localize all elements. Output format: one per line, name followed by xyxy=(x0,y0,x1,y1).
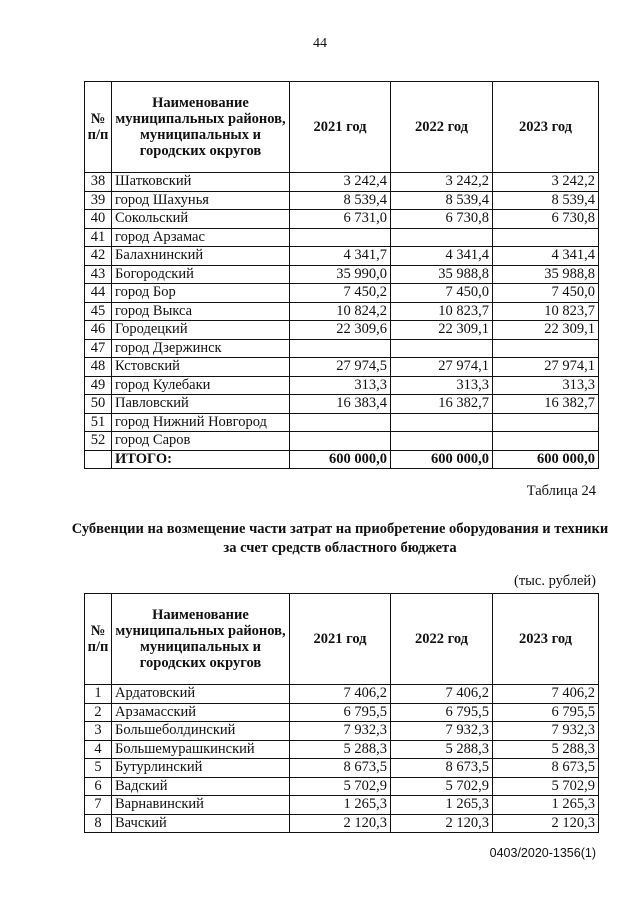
value-2021 xyxy=(290,432,391,451)
value-2023: 1 265,3 xyxy=(493,796,599,815)
table-row xyxy=(85,210,599,229)
row-number: 45 xyxy=(85,302,112,321)
value-2023: 7 450,0 xyxy=(493,284,599,303)
header-2023: 2023 год xyxy=(493,594,599,685)
value-2023: 4 341,4 xyxy=(493,247,599,266)
row-name: Балахнинский xyxy=(112,247,290,266)
value-2021 xyxy=(290,413,391,432)
value-2022: 7 406,2 xyxy=(391,685,493,704)
value-2023 xyxy=(493,228,599,247)
value-2023: 6 795,5 xyxy=(493,703,599,722)
value-2021: 6 731,0 xyxy=(290,210,391,229)
table-row xyxy=(85,376,599,395)
row-name: Варнавинский xyxy=(112,796,290,815)
row-number: 43 xyxy=(85,265,112,284)
value-2022: 10 823,7 xyxy=(391,302,493,321)
row-name: город Дзержинск xyxy=(112,339,290,358)
row-number: 1 xyxy=(85,685,112,704)
value-2023: 10 823,7 xyxy=(493,302,599,321)
total-row xyxy=(85,450,599,469)
value-2022 xyxy=(391,413,493,432)
row-name: город Нижний Новгород xyxy=(112,413,290,432)
row-name: Сокольский xyxy=(112,210,290,229)
table-row xyxy=(85,432,599,451)
row-name: город Кулебаки xyxy=(112,376,290,395)
row-name: город Шахунья xyxy=(112,191,290,210)
value-2022 xyxy=(391,339,493,358)
value-2021: 16 383,4 xyxy=(290,395,391,414)
row-number: 51 xyxy=(85,413,112,432)
page-number: 44 xyxy=(313,36,327,51)
table-row xyxy=(85,703,599,722)
value-2022: 4 341,4 xyxy=(391,247,493,266)
row-number: 42 xyxy=(85,247,112,266)
value-2022: 8 539,4 xyxy=(391,191,493,210)
row-number: 4 xyxy=(85,740,112,759)
header-name: Наименование муниципальных районов, муниципальных и городских округов xyxy=(112,82,290,173)
value-2021 xyxy=(290,228,391,247)
row-number: 50 xyxy=(85,395,112,414)
row-name: Вачский xyxy=(112,814,290,833)
table-a-body xyxy=(85,173,599,469)
value-2023 xyxy=(493,339,599,358)
value-2022: 22 309,1 xyxy=(391,321,493,340)
row-name: Павловский xyxy=(112,395,290,414)
value-2022: 27 974,1 xyxy=(391,358,493,377)
value-2021: 3 242,4 xyxy=(290,173,391,192)
row-number: 5 xyxy=(85,759,112,778)
row-name: город Бор xyxy=(112,284,290,303)
row-name: город Саров xyxy=(112,432,290,451)
value-2022: 8 673,5 xyxy=(391,759,493,778)
value-2023: 5 288,3 xyxy=(493,740,599,759)
value-2023: 2 120,3 xyxy=(493,814,599,833)
value-2023: 27 974,1 xyxy=(493,358,599,377)
value-2021: 4 341,7 xyxy=(290,247,391,266)
value-2023: 3 242,2 xyxy=(493,173,599,192)
table-row xyxy=(85,796,599,815)
row-name: город Выкса xyxy=(112,302,290,321)
table-row xyxy=(85,247,599,266)
value-2022 xyxy=(391,228,493,247)
table-row xyxy=(85,321,599,340)
row-name: Большемурашкинский xyxy=(112,740,290,759)
value-2022: 6 795,5 xyxy=(391,703,493,722)
value-2023: 22 309,1 xyxy=(493,321,599,340)
value-2021: 5 702,9 xyxy=(290,777,391,796)
table-row xyxy=(85,777,599,796)
row-name: Вадский xyxy=(112,777,290,796)
row-number: 39 xyxy=(85,191,112,210)
row-number: 52 xyxy=(85,432,112,451)
value-2022: 6 730,8 xyxy=(391,210,493,229)
table-row xyxy=(85,191,599,210)
value-2023: 7 406,2 xyxy=(493,685,599,704)
value-2022: 3 242,2 xyxy=(391,173,493,192)
row-name: Городецкий xyxy=(112,321,290,340)
value-2021: 7 932,3 xyxy=(290,722,391,741)
header-2023: 2023 год xyxy=(493,82,599,173)
value-2023: 7 932,3 xyxy=(493,722,599,741)
row-number: 44 xyxy=(85,284,112,303)
row-number: 7 xyxy=(85,796,112,815)
table-b-body xyxy=(85,685,599,833)
value-2023: 8 539,4 xyxy=(493,191,599,210)
table-row xyxy=(85,413,599,432)
table-row xyxy=(85,228,599,247)
table-row xyxy=(85,339,599,358)
value-2022: 7 450,0 xyxy=(391,284,493,303)
row-number: 38 xyxy=(85,173,112,192)
table-row xyxy=(85,740,599,759)
value-2022: 1 265,3 xyxy=(391,796,493,815)
row-number: 3 xyxy=(85,722,112,741)
value-2021: 22 309,6 xyxy=(290,321,391,340)
header-2021: 2021 год xyxy=(290,594,391,685)
header-num: № п/п xyxy=(85,594,112,685)
value-2021 xyxy=(290,339,391,358)
row-name: Бутурлинский xyxy=(112,759,290,778)
table-label: Таблица 24 xyxy=(526,483,596,499)
value-2022: 5 702,9 xyxy=(391,777,493,796)
header-name: Наименование муниципальных районов, муниципальных и городских округов xyxy=(112,594,290,685)
value-2021: 8 673,5 xyxy=(290,759,391,778)
value-2023: 8 673,5 xyxy=(493,759,599,778)
value-2022: 16 382,7 xyxy=(391,395,493,414)
total-num-cell xyxy=(85,450,112,469)
row-number: 49 xyxy=(85,376,112,395)
table-row xyxy=(85,173,599,192)
value-2022: 35 988,8 xyxy=(391,265,493,284)
row-number: 8 xyxy=(85,814,112,833)
value-2022: 5 288,3 xyxy=(391,740,493,759)
value-2023: 313,3 xyxy=(493,376,599,395)
value-2021: 1 265,3 xyxy=(290,796,391,815)
header-2022: 2022 год xyxy=(391,594,493,685)
row-number: 41 xyxy=(85,228,112,247)
data-table-24 xyxy=(84,593,599,833)
value-2021: 7 450,2 xyxy=(290,284,391,303)
table-row xyxy=(85,358,599,377)
value-2021: 27 974,5 xyxy=(290,358,391,377)
table-row xyxy=(85,685,599,704)
total-label: ИТОГО: xyxy=(112,450,290,469)
table-row xyxy=(85,302,599,321)
row-number: 46 xyxy=(85,321,112,340)
value-2021: 6 795,5 xyxy=(290,703,391,722)
value-2023: 35 988,8 xyxy=(493,265,599,284)
value-2021: 313,3 xyxy=(290,376,391,395)
table-row xyxy=(85,814,599,833)
table-row xyxy=(85,759,599,778)
row-name: Богородский xyxy=(112,265,290,284)
value-2021: 8 539,4 xyxy=(290,191,391,210)
row-number: 40 xyxy=(85,210,112,229)
table-row xyxy=(85,722,599,741)
value-2021: 35 990,0 xyxy=(290,265,391,284)
value-2023: 5 702,9 xyxy=(493,777,599,796)
table-row xyxy=(85,284,599,303)
value-2022: 7 932,3 xyxy=(391,722,493,741)
units-note: (тыс. рублей) xyxy=(514,573,596,589)
row-name: Ардатовский xyxy=(112,685,290,704)
value-2023 xyxy=(493,413,599,432)
row-name: Шатковский xyxy=(112,173,290,192)
row-number: 47 xyxy=(85,339,112,358)
value-2023 xyxy=(493,432,599,451)
row-name: город Арзамас xyxy=(112,228,290,247)
table-row xyxy=(85,265,599,284)
value-2023: 16 382,7 xyxy=(493,395,599,414)
header-num: № п/п xyxy=(85,82,112,173)
table-row xyxy=(85,395,599,414)
value-2023: 6 730,8 xyxy=(493,210,599,229)
row-name: Большеболдинский xyxy=(112,722,290,741)
value-2021: 7 406,2 xyxy=(290,685,391,704)
row-number: 2 xyxy=(85,703,112,722)
value-2022: 2 120,3 xyxy=(391,814,493,833)
value-2022: 313,3 xyxy=(391,376,493,395)
total-2023: 600 000,0 xyxy=(493,450,599,469)
row-number: 48 xyxy=(85,358,112,377)
value-2021: 10 824,2 xyxy=(290,302,391,321)
total-2021: 600 000,0 xyxy=(290,450,391,469)
header-2021: 2021 год xyxy=(290,82,391,173)
section-heading: Субвенции на возмещение части затрат на приобретение оборудования и техники за счет средств областного бюджета xyxy=(71,521,609,556)
row-name: Арзамасский xyxy=(112,703,290,722)
data-table-continued xyxy=(84,81,599,469)
value-2022 xyxy=(391,432,493,451)
total-2022: 600 000,0 xyxy=(391,450,493,469)
row-name: Кстовский xyxy=(112,358,290,377)
header-2022: 2022 год xyxy=(391,82,493,173)
row-number: 6 xyxy=(85,777,112,796)
document-code: 0403/2020-1356(1) xyxy=(489,846,596,860)
value-2021: 5 288,3 xyxy=(290,740,391,759)
value-2021: 2 120,3 xyxy=(290,814,391,833)
